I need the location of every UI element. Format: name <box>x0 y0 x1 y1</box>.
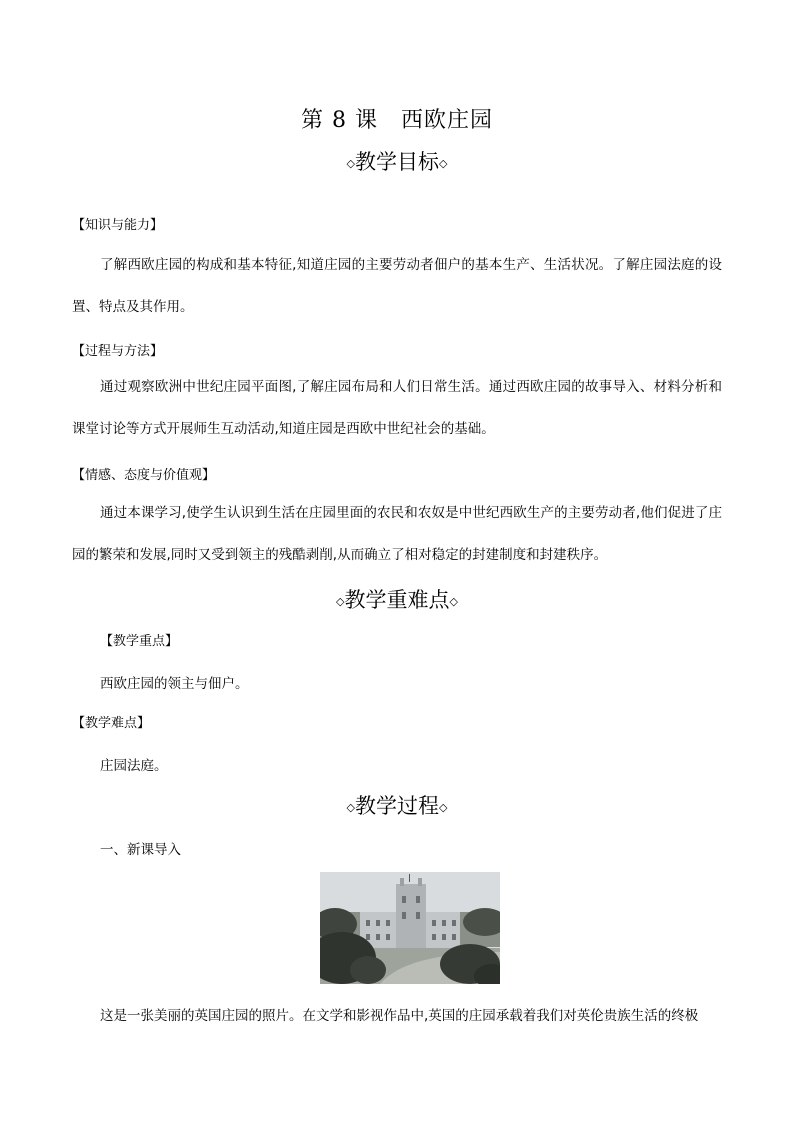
english-manor-image <box>320 872 500 984</box>
focus-label: 【教学重点】 <box>100 634 179 649</box>
focus-text: 西欧庄园的领主与佃户。 <box>100 676 249 692</box>
process-method-label: 【过程与方法】 <box>72 344 164 359</box>
lesson-title: 第 8 课 西欧庄园 <box>301 108 493 133</box>
intro-paragraph: 这是一张美丽的英国庄园的照片。在文学和影视作品中,英国的庄园承载着我们对英伦贵族生活的终极 <box>100 1008 699 1024</box>
knowledge-paragraph: 了解西欧庄园的构成和基本特征,知道庄园的主要劳动者佃户的基本生产、生活状况。了解庄园法庭的设置、特点及其作用。 <box>72 257 722 315</box>
process-method-paragraph: 通过观察欧洲中世纪庄园平面图,了解庄园布局和人们日常生活。通过西欧庄园的故事导入、材料分析和课堂讨论等方式开展师生互动活动,知道庄园是西欧中世纪社会的基础。 <box>72 379 722 437</box>
diamond-icon: ◇ <box>439 157 448 170</box>
section-heading-key-points-text: 教学重难点 <box>344 588 450 612</box>
section-heading-goals-text: 教学目标 <box>355 150 439 174</box>
emotion-label: 【情感、态度与价值观】 <box>72 468 216 483</box>
diamond-icon: ◇ <box>346 801 355 814</box>
manor-photo <box>320 872 500 984</box>
step-new-lesson-intro: 一、新课导入 <box>100 842 181 858</box>
diamond-icon: ◇ <box>346 157 355 170</box>
section-heading-key-points <box>0 584 794 614</box>
section-heading-process <box>0 790 794 820</box>
section-heading-goals <box>0 146 794 176</box>
diamond-icon: ◇ <box>439 801 448 814</box>
difficulty-label: 【教学难点】 <box>72 716 151 731</box>
knowledge-label: 【知识与能力】 <box>72 218 164 233</box>
diamond-icon: ◇ <box>449 595 458 608</box>
section-heading-process-text: 教学过程 <box>355 794 439 818</box>
difficulty-text: 庄园法庭。 <box>100 758 168 774</box>
emotion-paragraph: 通过本课学习,使学生认识到生活在庄园里面的农民和农奴是中世纪西欧生产的主要劳动者,他们促进了庄园的繁荣和发展,同时又受到领主的残酷剥削,从而确立了相对稳定的封建制度和封建秩序。 <box>72 505 722 563</box>
diamond-icon: ◇ <box>336 595 345 608</box>
